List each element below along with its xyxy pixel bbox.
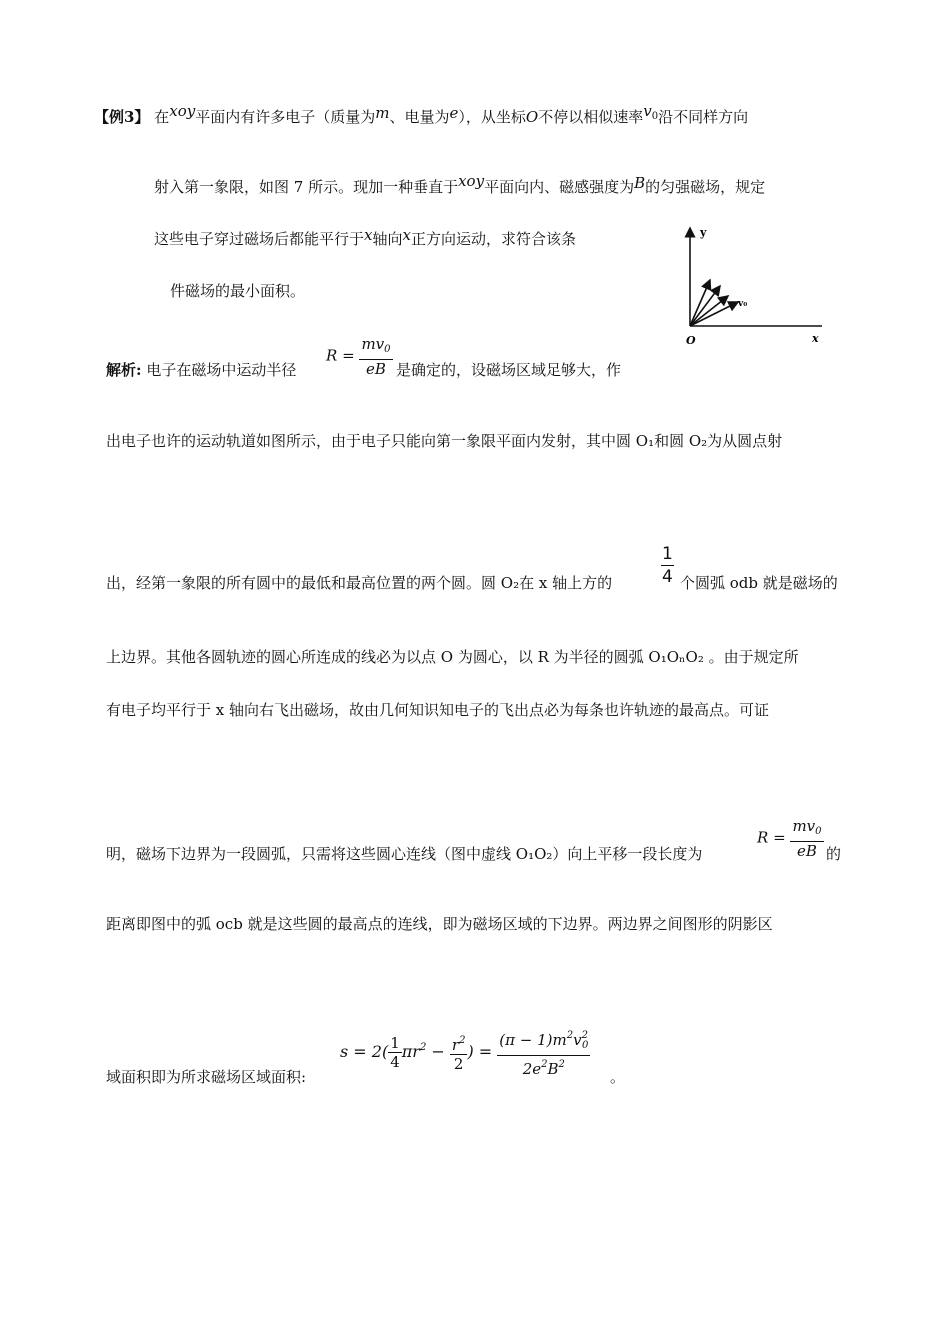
- velocity-arrow-4: [690, 302, 738, 326]
- radius-formula-2: R = $\frac{mv_0}{eB}$: [757, 817, 822, 860]
- solution-line-7: 距离即图中的弧 ocb 就是这些圆的最高点的连线，即为磁场区域的下边界。两边界之间图形的阴影区: [106, 915, 773, 933]
- solution-line-2: 出电子也许的运动轨道如图所示，由于电子只能向第一象限平面内发射，其中圆 O₁和圆 O₂为从圆点射: [106, 432, 783, 450]
- solution-line-1b: 是确定的，设磁场区域足够大，作: [396, 361, 622, 379]
- radius-formula-1: R = $\frac{mv_0}{eB}$: [326, 335, 391, 378]
- solution-line-3: 出，经第一象限的所有圆中的最低和最高位置的两个圆。圆 O₂在 x 轴上方的: [106, 574, 613, 592]
- quarter-fraction: 1 4: [662, 544, 673, 587]
- example-line-1: 【例3】 在xoy平面内有许多电子（质量为m、电量为e），从坐标O不停以相似速率$v^0$沿不同样方向: [94, 102, 749, 126]
- example-line-3: 这些电子穿过磁场后都能平行于x轴向x正方向运动，求符合该条: [154, 226, 576, 248]
- solution-line-1: 解析: 电子在磁场中运动半径: [106, 361, 297, 379]
- solution-line-5: 有电子均平行于 x 轴向右飞出磁场，故由几何知识知电子的飞出点必为每条也许轨迹的最高点。可证: [106, 701, 770, 719]
- example-line-4: 件磁场的最小面积。: [170, 282, 306, 300]
- solution-line-6: 明，磁场下边界为一段圆弧，只需将这些圆心连线（图中虚线 O₁O₂）向上平移一段长度为: [106, 845, 703, 863]
- solution-line-6b: 的: [826, 845, 842, 863]
- solution-line-3b: 个圆弧 odb 就是磁场的: [680, 574, 838, 592]
- origin-label: O: [686, 334, 696, 347]
- solution-label: 解析:: [106, 361, 142, 379]
- example-label: 【例3】: [94, 108, 150, 126]
- x-axis-label: x: [812, 332, 819, 345]
- velocity-figure: [676, 222, 836, 350]
- y-axis-label: y: [700, 226, 707, 239]
- area-period: 。: [610, 1068, 626, 1086]
- v0-label: v₀: [738, 299, 748, 309]
- area-formula: s = 2( $\frac{1}{4}$ $\pi r^2$ − $\frac{r^2}{2}$ ) = $\frac{(\pi - 1)m^2v^2_0}{2e^2B^2}$: [340, 1027, 590, 1078]
- solution-line-8: 域面积即为所求磁场区域面积:: [106, 1068, 307, 1086]
- solution-line-4: 上边界。其他各圆轨迹的圆心所连成的线必为以点 O 为圆心，以 R 为半径的圆弧 O₁OₙO₂ 。由于规定所: [106, 648, 799, 666]
- example-line-2: 射入第一象限，如图 7 所示。现加一种垂直于xoy平面向内、磁感强度为B的匀强磁场，规定: [154, 172, 766, 196]
